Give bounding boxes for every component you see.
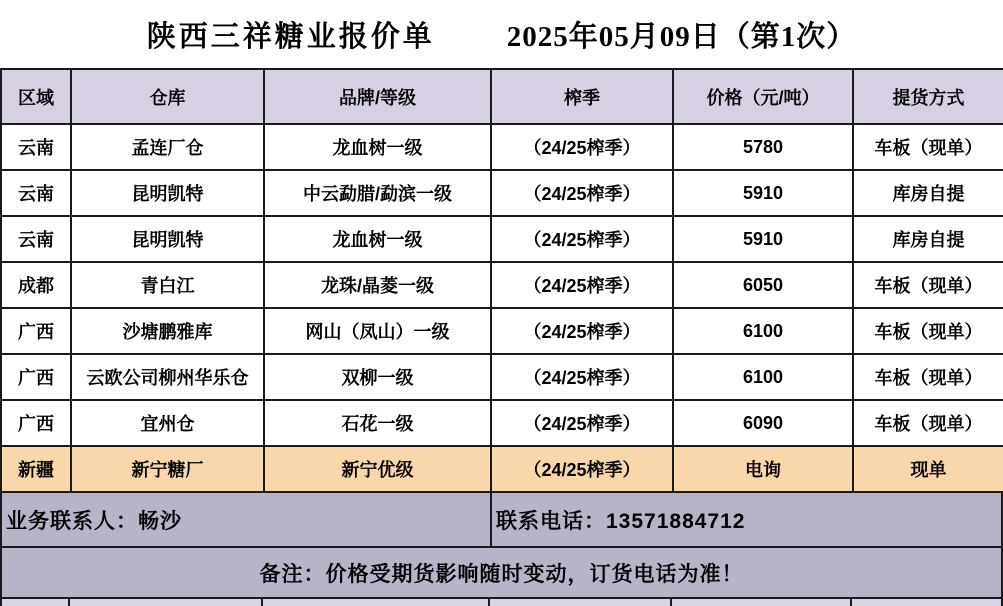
cell-pickup: 车板（现单） [853, 354, 1003, 400]
cell-price: 6090 [673, 400, 853, 446]
cell-price: 电询 [673, 446, 853, 492]
contact-row [0, 493, 1003, 548]
cell-region: 广西 [1, 354, 71, 400]
page-date: 2025年05月09日（第1次） [506, 20, 857, 53]
header-brand: 品牌/等级 [264, 69, 491, 124]
cell-warehouse: 新宁糖厂 [71, 446, 264, 492]
cell-price: 6050 [673, 262, 853, 308]
cell-season: （24/25榨季） [491, 124, 673, 170]
cell-pickup: 车板（现单） [853, 308, 1003, 354]
cell-price: 5910 [673, 170, 853, 216]
cell-season: （24/25榨季） [491, 262, 673, 308]
table-row [1, 400, 1003, 446]
cell-season: （24/25榨季） [491, 446, 673, 492]
cell-region: 广西 [1, 308, 71, 354]
header-pickup: 提货方式 [853, 69, 1003, 124]
cell-pickup: 库房自提 [853, 170, 1003, 216]
table-row [1, 354, 1003, 400]
cell-season: （24/25榨季） [491, 308, 673, 354]
page-title: 陕西三祥糖业报价单 [146, 20, 435, 53]
cell-pickup: 车板（现单） [853, 400, 1003, 446]
cell-season: （24/25榨季） [491, 400, 673, 446]
sliver-cell [2, 599, 70, 606]
cell-brand: 石花一级 [264, 400, 491, 446]
header-season: 榨季 [491, 69, 673, 124]
sliver-cell [263, 599, 490, 606]
cell-warehouse: 沙塘鹏雅库 [71, 308, 264, 354]
note-text: 备注：价格受期货影响随时变动，订货电话为准！ [259, 562, 744, 586]
table-row [1, 308, 1003, 354]
cell-pickup: 现单 [853, 446, 1003, 492]
cell-region: 新疆 [1, 446, 71, 492]
cell-region: 云南 [1, 124, 71, 170]
cell-season: （24/25榨季） [491, 354, 673, 400]
contact-person: 业务联系人：畅沙 [2, 493, 492, 546]
cell-pickup: 车板（现单） [853, 124, 1003, 170]
cell-brand: 龙血树一级 [264, 216, 491, 262]
cell-brand: 网山（凤山）一级 [264, 308, 491, 354]
table-row [1, 170, 1003, 216]
cell-brand: 中云勐腊/勐滨一级 [264, 170, 491, 216]
contact-phone: 联系电话：13571884712 [496, 509, 746, 533]
header-region: 区域 [1, 69, 71, 124]
note-row [0, 548, 1003, 599]
table-row [1, 262, 1003, 308]
cell-price: 5780 [673, 124, 853, 170]
cell-season: （24/25榨季） [491, 170, 673, 216]
cell-pickup: 库房自提 [853, 216, 1003, 262]
sliver-cell [852, 599, 1001, 606]
price-table [0, 68, 1003, 493]
cell-region: 云南 [1, 170, 71, 216]
sliver-cell [490, 599, 672, 606]
header-warehouse: 仓库 [71, 69, 264, 124]
header-row [1, 69, 1003, 124]
table-row-highlighted [1, 446, 1003, 492]
cell-warehouse: 昆明凯特 [71, 216, 264, 262]
cell-pickup: 车板（现单） [853, 262, 1003, 308]
cell-brand: 龙血树一级 [264, 124, 491, 170]
sliver-cell [672, 599, 852, 606]
cell-brand: 双柳一级 [264, 354, 491, 400]
cell-warehouse: 青白江 [71, 262, 264, 308]
cell-region: 云南 [1, 216, 71, 262]
title-bar [0, 0, 1003, 68]
cell-price: 6100 [673, 308, 853, 354]
cell-warehouse: 云欧公司柳州华乐仓 [71, 354, 264, 400]
header-price: 价格（元/吨） [673, 69, 853, 124]
cell-season: （24/25榨季） [491, 216, 673, 262]
cell-region: 广西 [1, 400, 71, 446]
next-row-sliver [0, 599, 1003, 606]
sliver-cell [70, 599, 263, 606]
cell-warehouse: 孟连厂仓 [71, 124, 264, 170]
cell-price: 6100 [673, 354, 853, 400]
cell-price: 5910 [673, 216, 853, 262]
cell-warehouse: 昆明凯特 [71, 170, 264, 216]
table-row [1, 216, 1003, 262]
cell-region: 成都 [1, 262, 71, 308]
cell-warehouse: 宜州仓 [71, 400, 264, 446]
cell-brand: 龙珠/晶菱一级 [264, 262, 491, 308]
table-row [1, 124, 1003, 170]
cell-brand: 新宁优级 [264, 446, 491, 492]
